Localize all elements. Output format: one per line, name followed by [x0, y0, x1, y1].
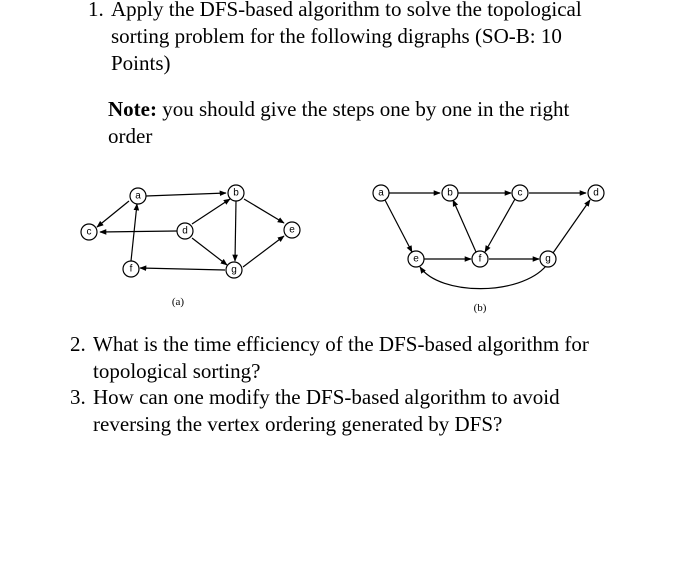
edge-d-b [192, 199, 230, 224]
vertex-label: c [517, 187, 523, 199]
vertex-label: a [378, 187, 384, 199]
vertex-label: d [593, 187, 599, 199]
question-line: topological sorting? [93, 359, 261, 383]
edge-d-g [192, 238, 227, 265]
question-line: Points) [111, 51, 171, 75]
question-line: reversing the vertex ordering generated by DFS? [93, 412, 503, 436]
edge-a-c [97, 201, 129, 227]
question-line: Apply the DFS-based algorithm to solve the topological [111, 0, 582, 21]
edge-b-g [235, 201, 236, 261]
vertex-label: a [135, 190, 141, 202]
edge-d-c [100, 231, 177, 232]
vertex-label: b [233, 187, 239, 199]
vertex-label: f [478, 253, 482, 265]
vertex-label: f [129, 263, 133, 275]
note-label: Note: [108, 97, 157, 121]
question-number: 1. [88, 0, 104, 21]
question-line: What is the time efficiency of the DFS-based algorithm for [93, 332, 589, 356]
edge-g-d [553, 200, 590, 253]
vertex-label: d [182, 225, 188, 237]
edge-g-e [420, 266, 546, 289]
question-line: sorting problem for the following digraphs (SO-B: 10 [111, 24, 562, 48]
edge-a-e [385, 200, 412, 252]
vertex-label: e [289, 224, 295, 236]
edge-f-b [453, 200, 476, 252]
graph-a-caption: (a) [171, 296, 185, 308]
vertex-label: e [413, 253, 419, 265]
edge-f-a [131, 204, 137, 261]
note-text: you should give the steps one by one in the right [156, 97, 570, 121]
edge-g-f [140, 268, 225, 270]
edge-a-b [146, 193, 226, 196]
vertex-label: g [231, 264, 237, 276]
graph-b-edges [385, 193, 590, 289]
graph-b-vertices [373, 185, 604, 267]
question-number: 3. [70, 385, 86, 409]
question-line: How can one modify the DFS-based algorithm to avoid [93, 385, 560, 409]
graph-b-caption: (b) [473, 302, 487, 314]
edge-c-f [485, 199, 515, 252]
vertex-label: g [545, 253, 551, 265]
edge-b-e [244, 199, 284, 223]
note-line: order [108, 124, 153, 148]
edge-g-e [243, 236, 284, 267]
vertex-label: c [86, 226, 92, 238]
vertex-label: b [447, 187, 453, 199]
question-number: 2. [70, 332, 86, 356]
